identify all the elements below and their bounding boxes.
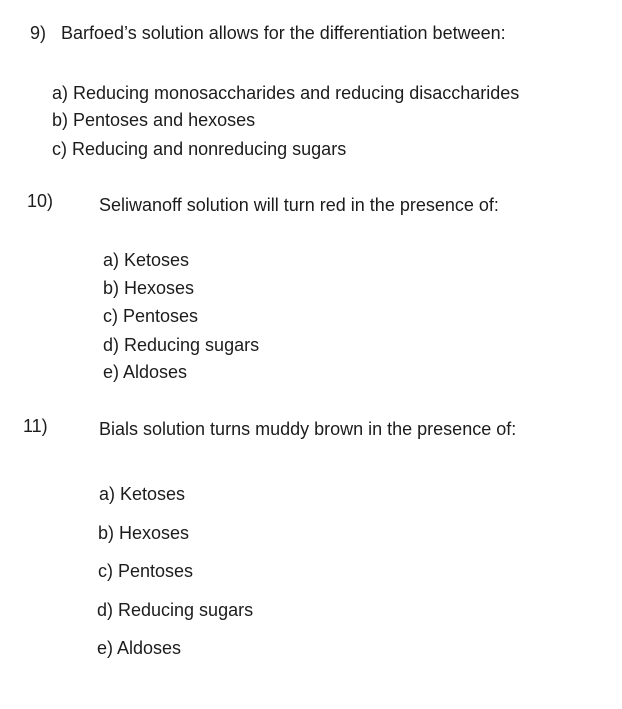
answer-option: e) Aldoses — [103, 362, 188, 382]
answer-option: e) Aldoses — [97, 638, 182, 658]
answer-option: a) Ketoses — [99, 484, 186, 504]
answer-option: c) Pentoses — [98, 561, 194, 581]
answer-option: b) Pentoses and hexoses — [52, 110, 256, 130]
question-number: 11) — [23, 416, 48, 436]
answer-option: a) Ketoses — [103, 250, 190, 270]
question-number: 10) — [27, 191, 54, 211]
answer-option: a) Reducing monosaccharides and reducing disaccharides — [52, 83, 520, 103]
answer-option: b) Hexoses — [98, 523, 190, 543]
answer-option: b) Hexoses — [103, 278, 195, 298]
question-text: Bials solution turns muddy brown in the presence of: — [99, 419, 517, 439]
question-text: Seliwanoff solution will turn red in the presence of: — [99, 195, 499, 215]
question-number: 9) — [30, 23, 47, 43]
question-text: Barfoed’s solution allows for the differentiation between: — [61, 23, 506, 43]
answer-option: c) Reducing and nonreducing sugars — [52, 139, 347, 159]
answer-option: d) Reducing sugars — [97, 600, 254, 620]
answer-option: d) Reducing sugars — [103, 335, 260, 355]
answer-option: c) Pentoses — [103, 306, 199, 326]
